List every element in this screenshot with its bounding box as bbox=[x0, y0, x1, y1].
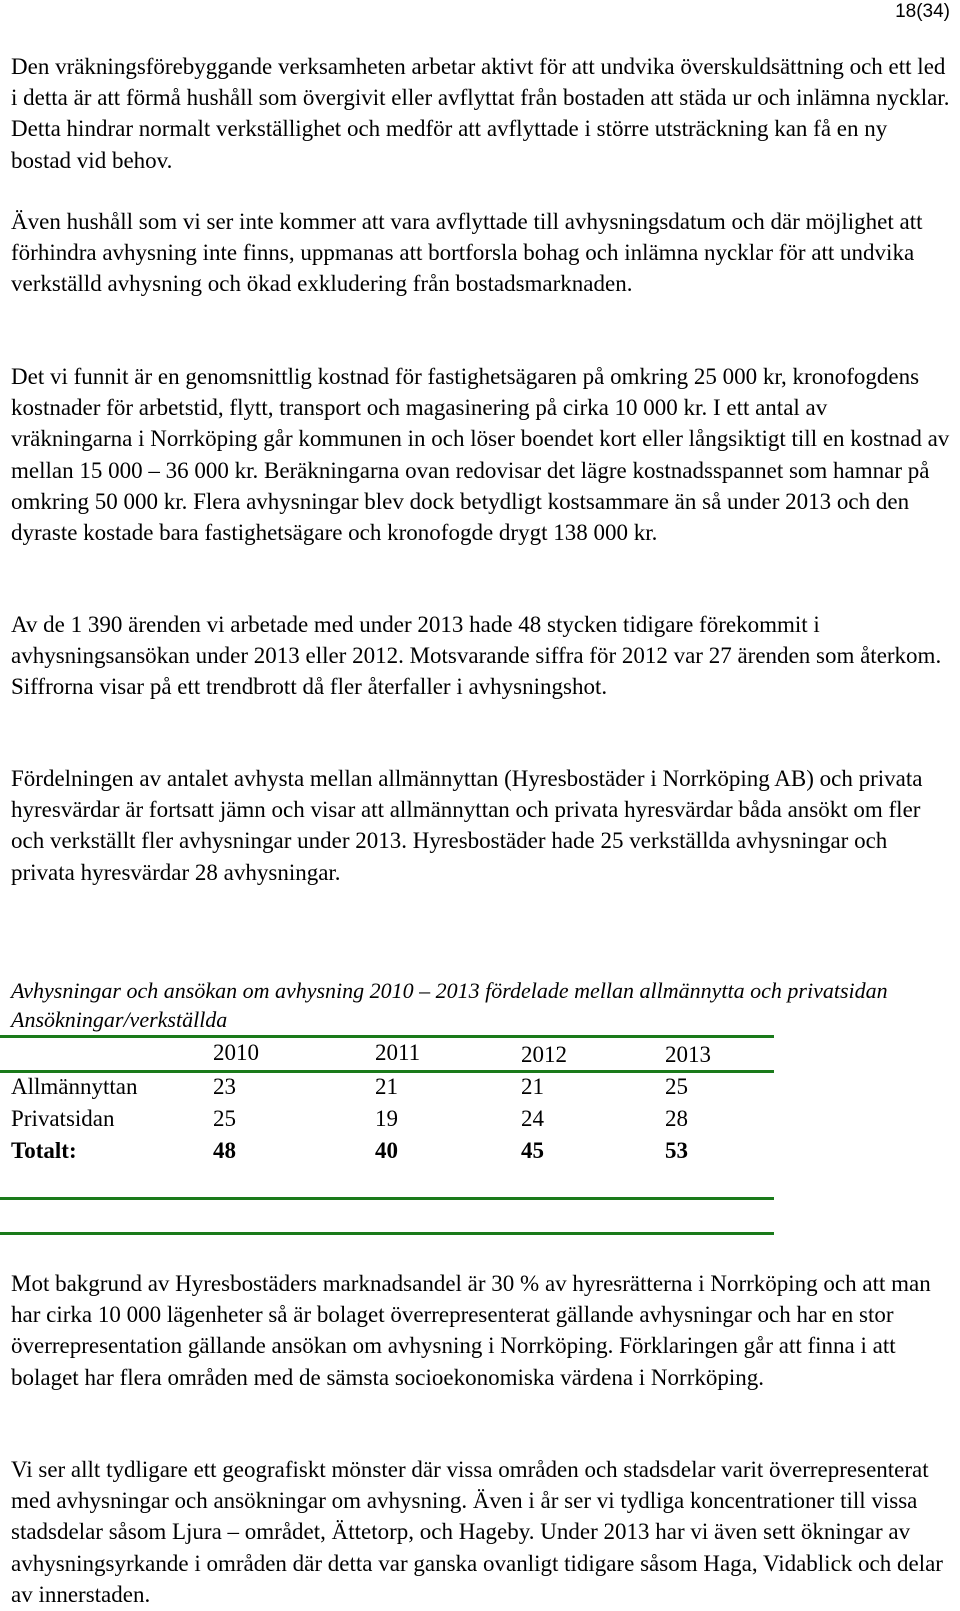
table-caption: Avhysningar och ansökan om avhysning 2010 – 2013 fördelade mellan allmännytta och privatsidan Ansökningar/verkställda bbox=[11, 978, 888, 1032]
table-cell: 24 bbox=[521, 1106, 544, 1131]
table-cell: 28 bbox=[665, 1106, 688, 1131]
table-rule-bottom bbox=[0, 1197, 774, 1200]
table-cell: 23 bbox=[213, 1074, 236, 1099]
paragraph-7: Vi ser allt tydligare ett geografiskt mönster där vissa områden och stadsdelar varit överrepresenterat med avhysningar och ansökningar om avhysning. Även i år ser vi tydliga koncentrationer till vissa stadsdelar såsom Ljura – området, Ättetorp, och Hageby. Under 2013 har vi även sett ökningar av avhysningsyrkande i områden där detta var ganska ovanligt tidigare såsom Haga, Vidablick och delar av innerstaden. bbox=[11, 1457, 943, 1607]
table-cell: 19 bbox=[375, 1106, 398, 1131]
paragraph-4: Av de 1 390 ärenden vi arbetade med under 2013 hade 48 stycken tidigare förekommit i avhysningsansökan under 2013 eller 2012. Motsvarande siffra för 2012 var 27 ärenden som återkom. Siffrorna visar på ett trendbrott då fler återfaller i avhysningshot. bbox=[11, 612, 942, 700]
paragraph-2: Även hushåll som vi ser inte kommer att vara avflyttade till avhysningsdatum och där möjlighet att förhindra avhysning inte finns, uppmanas att bortforsla bohag och inlämna nycklar för att undvika verkställd avhysning och ökad exkludering från bostadsmarknaden. bbox=[11, 209, 923, 297]
year-header-2010: 2010 bbox=[213, 1040, 259, 1065]
table-cell: 21 bbox=[521, 1074, 544, 1099]
paragraph-6: Mot bakgrund av Hyresbostäders marknadsandel är 30 % av hyresrätterna i Norrköping och att man har cirka 10 000 lägenheter så är bolaget överrepresenterat gällande avhysningar och har en stor överrepresentation gällande ansökan om avhysning i Norrköping. Förklaringen går att finna i att bolaget har flera områden med de sämsta socioekonomiska värdena i Norrköping. bbox=[11, 1271, 931, 1390]
table-cell: 25 bbox=[213, 1106, 236, 1131]
year-header-2012: 2012 bbox=[521, 1042, 567, 1067]
row-label: Allmännyttan bbox=[11, 1074, 138, 1099]
table-rule-bottom-double bbox=[0, 1232, 774, 1235]
year-header-2011: 2011 bbox=[375, 1040, 421, 1065]
table-cell: 53 bbox=[665, 1138, 688, 1163]
year-header-2013: 2013 bbox=[665, 1042, 711, 1067]
page-number: 18(34) bbox=[895, 1, 950, 22]
table-cell: 45 bbox=[521, 1138, 544, 1163]
paragraph-5: Fördelningen av antalet avhysta mellan allmännyttan (Hyresbostäder i Norrköping AB) och privata hyresvärdar är fortsatt jämn och visar att allmännyttan och privata hyresvärdar båda ansökt om fler och verkställt fler avhysningar under 2013. Hyresbostäder hade 25 verkställda avhysningar och privata hyresvärdar 28 avhysningar. bbox=[11, 766, 923, 885]
row-label: Totalt: bbox=[11, 1138, 77, 1163]
table-cell: 48 bbox=[213, 1138, 236, 1163]
paragraph-3: Det vi funnit är en genomsnittlig kostnad för fastighetsägaren på omkring 25 000 kr, kronofogdens kostnader för arbetstid, flytt, transport och magasinering på cirka 10 000 kr. I ett antal av vräkningarna i Norrköping går kommunen in och löser boendet kort eller långsiktigt till en kostnad av mellan 15 000 – 36 000 kr. Beräkningarna ovan redovisar det lägre kostnadsspannet som hamnar på omkring 50 000 kr. Flera avhysningar blev dock betydligt kostsammare än så under 2013 och den dyraste kostade bara fastighetsägare och kronofogde drygt 138 000 kr. bbox=[11, 364, 950, 546]
table-cell: 21 bbox=[375, 1074, 398, 1099]
table-cell: 40 bbox=[375, 1138, 398, 1163]
paragraph-1: Den vräkningsförebyggande verksamheten arbetar aktivt för att undvika överskuldsättning och ett led i detta är att förmå hushåll som övergivit eller avflyttat från bostaden att städa ur och inlämna nycklar. Detta hindrar normalt verkställighet och medför att avflyttade i större utsträckning kan få en ny bostad vid behov. bbox=[11, 54, 950, 173]
table-cell: 25 bbox=[665, 1074, 688, 1099]
row-label: Privatsidan bbox=[11, 1106, 115, 1131]
